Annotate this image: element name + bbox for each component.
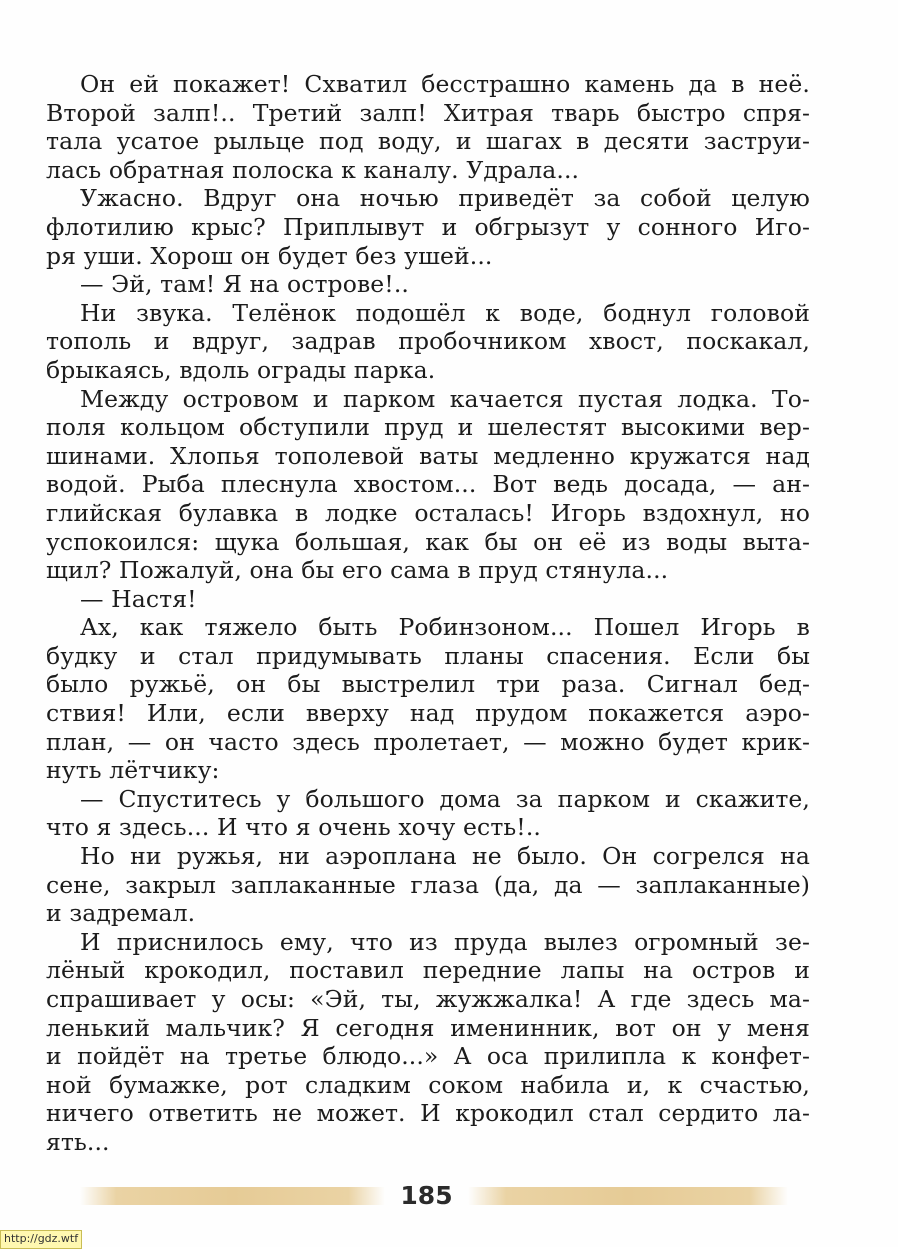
- text-line: И приснилось ему, что из пруда вылез огромный зе-: [80, 927, 810, 956]
- text-line: шинами. Хлопья тополевой ваты медленно кружатся над: [46, 441, 810, 470]
- text-line: Но ни ружья, ни аэроплана не было. Он согрелся на: [80, 842, 810, 871]
- text-line: нуть лётчику:: [46, 756, 220, 785]
- text-line: поля кольцом обступили пруд и шелестят высокими вер-: [46, 413, 810, 442]
- text-line: ленький мальчик? Я сегодня именинник, вот он у меня: [46, 1013, 810, 1042]
- text-line: ствия! Или, если вверху над прудом покажется аэро-: [46, 699, 810, 728]
- text-line: было ружьё, он бы выстрелил три раза. Сигнал бед-: [46, 670, 810, 699]
- text-line: глийская булавка в лодке осталась! Игорь вздохнул, но: [46, 498, 810, 527]
- text-line: — Спуститесь у большого дома за парком и скажите,: [80, 784, 810, 813]
- text-line: Второй залп!.. Третий залп! Хитрая тварь быстро спря-: [46, 98, 810, 127]
- text-line: будку и стал придумывать планы спасения. Если бы: [46, 641, 810, 670]
- text-line: брыкаясь, вдоль ограды парка.: [46, 355, 436, 384]
- text-line: ря уши. Хорош он будет без ушей...: [46, 241, 493, 270]
- watermark-link[interactable]: http://gdz.wtf: [0, 1230, 82, 1249]
- text-line: ять...: [46, 1127, 110, 1156]
- text-line: лась обратная полоска к каналу. Удрала...: [46, 155, 580, 184]
- text-line: водой. Рыба плеснула хвостом... Вот ведь досада, — ан-: [46, 470, 810, 499]
- text-line: тополь и вдруг, задрав пробочником хвост, поскакал,: [46, 327, 810, 356]
- text-line: Ни звука. Телёнок подошёл к воде, боднул головой: [80, 298, 810, 327]
- text-line: ной бумажке, рот сладким соком набила и, к счастью,: [46, 1070, 810, 1099]
- text-line: — Настя!: [80, 584, 197, 613]
- text-line: Ужасно. Вдруг она ночью приведёт за собой целую: [80, 184, 810, 213]
- text-line: и пойдёт на третье блюдо...» А оса прилипла к конфет-: [46, 1042, 810, 1071]
- text-line: что я здесь... И что я очень хочу есть!..: [46, 813, 541, 842]
- text-line: щил? Пожалуй, она бы его сама в пруд стянула...: [46, 556, 669, 585]
- text-line: флотилию крыс? Приплывут и обгрызут у сонного Иго-: [46, 212, 810, 241]
- footer-decor-bar-left: [80, 1187, 385, 1205]
- text-line: лёный крокодил, поставил передние лапы на остров и: [46, 956, 810, 985]
- text-line: тала усатое рыльце под воду, и шагах в десяти заструи-: [46, 127, 810, 156]
- page-number: 185: [400, 1181, 453, 1210]
- footer-decor-bar-right: [468, 1187, 788, 1205]
- page-footer: [0, 1178, 898, 1214]
- text-line: Он ей покажет! Схватил бесстрашно камень да в неё.: [80, 70, 810, 98]
- text-line: Ах, как тяжело быть Робинзоном... Пошел Игорь в: [80, 613, 810, 642]
- text-line: ничего ответить не может. И крокодил стал сердито ла-: [46, 1099, 810, 1128]
- text-line: — Эй, там! Я на острове!..: [80, 270, 409, 299]
- text-line: план, — он часто здесь пролетает, — можно будет крик-: [46, 727, 810, 756]
- text-line: и задремал.: [46, 899, 196, 928]
- text-line: сене, закрыл заплаканные глаза (да, да — заплаканные): [46, 870, 810, 899]
- story-text: [46, 70, 810, 1157]
- text-line: успокоился: щука большая, как бы он её из воды выта-: [46, 527, 810, 556]
- text-line: Между островом и парком качается пустая лодка. То-: [80, 384, 810, 413]
- text-line: спрашивает у осы: «Эй, ты, жужжалка! А где здесь ма-: [46, 985, 810, 1013]
